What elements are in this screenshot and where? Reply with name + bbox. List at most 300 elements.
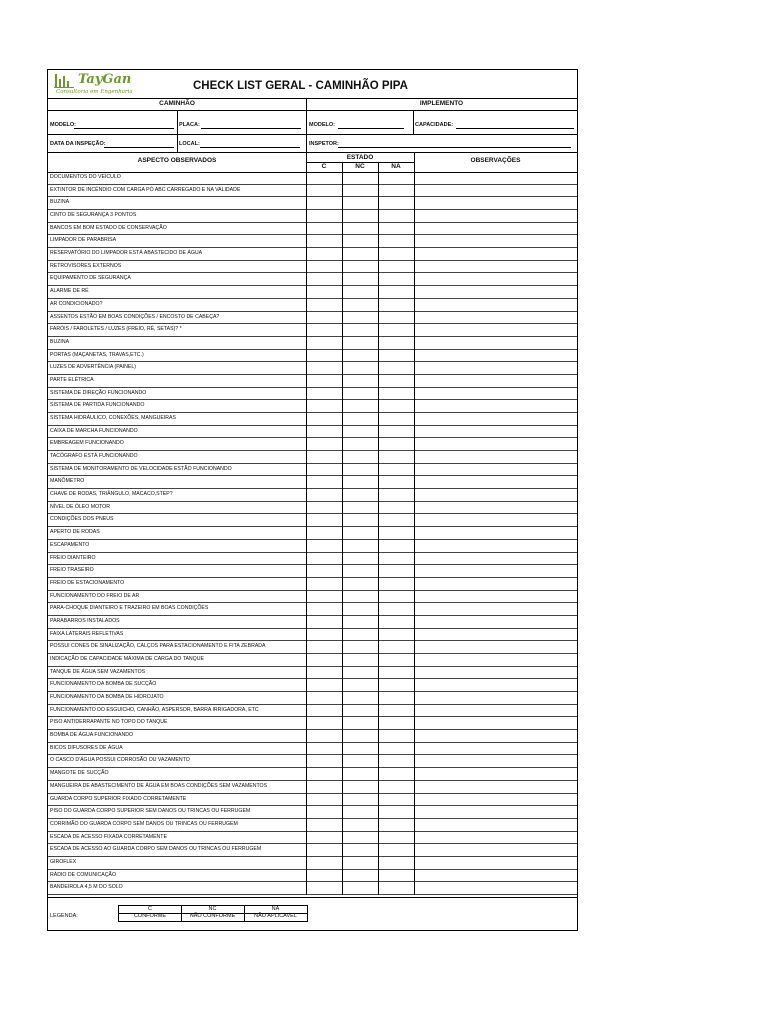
checklist-cell-na[interactable]	[378, 882, 414, 895]
checklist-cell-c[interactable]	[306, 324, 342, 337]
checklist-cell-nc[interactable]	[342, 388, 378, 401]
checklist-cell-na[interactable]	[378, 514, 414, 527]
checklist-cell-nc[interactable]	[342, 692, 378, 705]
checklist-cell-c[interactable]	[306, 273, 342, 286]
checklist-cell-obs[interactable]	[414, 400, 577, 413]
checklist-cell-c[interactable]	[306, 350, 342, 363]
checklist-cell-nc[interactable]	[342, 261, 378, 274]
checklist-cell-c[interactable]	[306, 857, 342, 870]
checklist-item: BICOS DIFUSORES DE ÁGUA	[48, 743, 414, 756]
checklist-cell-na[interactable]	[378, 832, 414, 845]
checklist-cell-nc[interactable]	[342, 667, 378, 680]
aspecto-header: ASPECTO OBSERVADOS	[137, 157, 217, 164]
checklist-cell-nc[interactable]	[342, 768, 378, 781]
checklist-cell-na[interactable]	[378, 768, 414, 781]
checklist-cell-c[interactable]	[306, 476, 342, 489]
checklist-cell-nc[interactable]	[342, 350, 378, 363]
checklist-item: EXTINTOR DE INCÊNDIO COM CARGA PÓ ABC CARREGADO E NA VALIDADE	[48, 185, 414, 198]
checklist-cell-obs[interactable]	[414, 870, 577, 883]
checklist-cell-c[interactable]	[306, 299, 342, 312]
divider	[177, 110, 178, 152]
checklist-cell-c[interactable]	[306, 692, 342, 705]
checklist-cell-obs[interactable]	[414, 794, 577, 807]
checklist-cell-na[interactable]	[378, 413, 414, 426]
checklist-item: MANGOTE DE SUCÇÃO	[48, 768, 414, 781]
checklist-cell-c[interactable]	[306, 540, 342, 553]
checklist-cell-obs[interactable]	[414, 438, 577, 451]
checklist-cell-c[interactable]	[306, 464, 342, 477]
checklist-cell-na[interactable]	[378, 273, 414, 286]
checklist-cell-obs[interactable]	[414, 591, 577, 604]
checklist-item: FARÓIS / FAROLETES / LUZES (FREIO, RÉ, SETAS)? *	[48, 324, 414, 337]
checklist-cell-na[interactable]	[378, 375, 414, 388]
checklist-cell-nc[interactable]	[342, 578, 378, 591]
checklist-cell-nc[interactable]	[342, 794, 378, 807]
checklist-cell-c[interactable]	[306, 197, 342, 210]
checklist-cell-c[interactable]	[306, 882, 342, 895]
section-caminhao: CAMINHÃO	[159, 100, 195, 107]
checklist-cell-na[interactable]	[378, 857, 414, 870]
checklist-cell-nc[interactable]	[342, 248, 378, 261]
checklist-cell-na[interactable]	[378, 553, 414, 566]
c-header: C	[321, 163, 327, 170]
checklist-cell-obs[interactable]	[414, 337, 577, 350]
checklist-cell-na[interactable]	[378, 781, 414, 794]
checklist-cell-c[interactable]	[306, 426, 342, 439]
checklist-cell-nc[interactable]	[342, 743, 378, 756]
checklist-item: LUZES DE ADVERTÊNCIA (PAINEL)	[48, 362, 414, 375]
checklist-cell-nc[interactable]	[342, 172, 378, 185]
checklist-cell-c[interactable]	[306, 654, 342, 667]
checklist-cell-nc[interactable]	[342, 337, 378, 350]
checklist-item: CONDIÇÕES DOS PNEUS	[48, 514, 414, 527]
checklist-cell-obs[interactable]	[414, 844, 577, 857]
checklist-cell-na[interactable]	[378, 312, 414, 325]
checklist-cell-nc[interactable]	[342, 882, 378, 895]
modelo-implemento-field[interactable]	[338, 128, 404, 129]
checklist-cell-obs[interactable]	[414, 806, 577, 819]
company-logo	[52, 72, 172, 100]
checklist-cell-obs[interactable]	[414, 413, 577, 426]
checklist-cell-na[interactable]	[378, 350, 414, 363]
checklist-cell-nc[interactable]	[342, 553, 378, 566]
checklist-cell-nc[interactable]	[342, 844, 378, 857]
legend-code-na: NA	[271, 906, 280, 912]
checklist-cell-c[interactable]	[306, 312, 342, 325]
checklist-cell-nc[interactable]	[342, 375, 378, 388]
checklist-cell-c[interactable]	[306, 362, 342, 375]
checklist-cell-na[interactable]	[378, 654, 414, 667]
checklist-item: FUNCIONAMENTO DA BOMBA DE HIDROJATO	[48, 692, 414, 705]
checklist-cell-c[interactable]	[306, 578, 342, 591]
checklist-cell-obs[interactable]	[414, 781, 577, 794]
checklist-cell-c[interactable]	[306, 667, 342, 680]
checklist-cell-nc[interactable]	[342, 502, 378, 515]
checklist-cell-na[interactable]	[378, 438, 414, 451]
checklist-cell-nc[interactable]	[342, 679, 378, 692]
checklist-item: BUZINA	[48, 337, 414, 350]
checklist-cell-obs[interactable]	[414, 616, 577, 629]
checklist-cell-na[interactable]	[378, 502, 414, 515]
checklist-cell-nc[interactable]	[342, 591, 378, 604]
checklist-cell-obs[interactable]	[414, 489, 577, 502]
checklist-cell-na[interactable]	[378, 616, 414, 629]
checklist-cell-obs[interactable]	[414, 527, 577, 540]
checklist-cell-obs[interactable]	[414, 692, 577, 705]
checklist-cell-na[interactable]	[378, 870, 414, 883]
checklist-cell-c[interactable]	[306, 591, 342, 604]
checklist-cell-na[interactable]	[378, 591, 414, 604]
checklist-cell-nc[interactable]	[342, 210, 378, 223]
checklist-cell-na[interactable]	[378, 730, 414, 743]
estado-header: ESTADO	[346, 154, 374, 161]
checklist-item: BANCOS EM BOM ESTADO DE CONSERVAÇÃO	[48, 223, 414, 236]
checklist-cell-nc[interactable]	[342, 312, 378, 325]
checklist-cell-na[interactable]	[378, 489, 414, 502]
placa-field[interactable]	[201, 128, 301, 129]
checklist-item: MANÔMETRO	[48, 476, 414, 489]
divider	[48, 152, 577, 153]
checklist-cell-na[interactable]	[378, 197, 414, 210]
checklist-cell-obs[interactable]	[414, 629, 577, 642]
checklist-cell-nc[interactable]	[342, 426, 378, 439]
checklist-cell-na[interactable]	[378, 819, 414, 832]
checklist-item: FUNCIONAMENTO DO FREIO DE AR	[48, 591, 414, 604]
checklist-cell-na[interactable]	[378, 185, 414, 198]
checklist-cell-obs[interactable]	[414, 312, 577, 325]
checklist-cell-nc[interactable]	[342, 717, 378, 730]
checklist-item: PARABARROS INSTALADOS	[48, 616, 414, 629]
checklist-item: BOMBA DE ÁGUA FUNCIONANDO	[48, 730, 414, 743]
checklist-cell-c[interactable]	[306, 870, 342, 883]
checklist-cell-na[interactable]	[378, 172, 414, 185]
checklist-item: ALARME DE RÉ	[48, 286, 414, 299]
checklist-cell-c[interactable]	[306, 730, 342, 743]
checklist-cell-na[interactable]	[378, 755, 414, 768]
checklist-cell-c[interactable]	[306, 806, 342, 819]
checklist-cell-c[interactable]	[306, 743, 342, 756]
checklist-item: FUNCIONAMENTO DO ESGUICHO, CANHÃO, ASPERSOR, BARRA IRRIGADORA, ETC	[48, 705, 414, 718]
checklist-cell-na[interactable]	[378, 565, 414, 578]
checklist-cell-na[interactable]	[378, 261, 414, 274]
checklist-cell-c[interactable]	[306, 794, 342, 807]
checklist-cell-obs[interactable]	[414, 235, 577, 248]
checklist-cell-na[interactable]	[378, 286, 414, 299]
checklist-cell-nc[interactable]	[342, 400, 378, 413]
checklist-cell-obs[interactable]	[414, 819, 577, 832]
checklist-cell-nc[interactable]	[342, 286, 378, 299]
checklist-cell-c[interactable]	[306, 616, 342, 629]
legend-meaning-nc: NÃO CONFORME	[189, 913, 236, 919]
observacoes-header: OBSERVAÇÕES	[470, 157, 521, 164]
checklist-cell-nc[interactable]	[342, 464, 378, 477]
checklist-cell-nc[interactable]	[342, 565, 378, 578]
checklist-cell-c[interactable]	[306, 248, 342, 261]
checklist-cell-na[interactable]	[378, 692, 414, 705]
checklist-cell-na[interactable]	[378, 400, 414, 413]
checklist-item: PORTAS (MAÇANETAS, TRAVAS,ETC.)	[48, 350, 414, 363]
checklist-cell-nc[interactable]	[342, 197, 378, 210]
checklist-cell-c[interactable]	[306, 185, 342, 198]
checklist-cell-nc[interactable]	[342, 603, 378, 616]
checklist-cell-nc[interactable]	[342, 781, 378, 794]
checklist-item: APERTO DE RODAS	[48, 527, 414, 540]
checklist-cell-obs[interactable]	[414, 603, 577, 616]
checklist-rows	[48, 172, 577, 895]
checklist-cell-c[interactable]	[306, 641, 342, 654]
checklist-cell-obs[interactable]	[414, 426, 577, 439]
checklist-cell-c[interactable]	[306, 717, 342, 730]
checklist-cell-na[interactable]	[378, 210, 414, 223]
checklist-cell-nc[interactable]	[342, 235, 378, 248]
checklist-cell-nc[interactable]	[342, 857, 378, 870]
divider	[378, 162, 379, 895]
checklist-cell-obs[interactable]	[414, 717, 577, 730]
checklist-cell-c[interactable]	[306, 819, 342, 832]
checklist-item: NÍVEL DE ÓLEO MOTOR	[48, 502, 414, 515]
checklist-cell-nc[interactable]	[342, 755, 378, 768]
checklist-cell-nc[interactable]	[342, 273, 378, 286]
divider	[48, 897, 577, 898]
checklist-cell-na[interactable]	[378, 248, 414, 261]
checklist-cell-na[interactable]	[378, 603, 414, 616]
checklist-cell-obs[interactable]	[414, 261, 577, 274]
checklist-cell-nc[interactable]	[342, 299, 378, 312]
page-title: CHECK LIST GERAL - CAMINHÃO PIPA	[193, 80, 408, 92]
checklist-cell-obs[interactable]	[414, 273, 577, 286]
checklist-item: EQUIPAMENTO DE SEGURANÇA	[48, 273, 414, 286]
checklist-cell-na[interactable]	[378, 806, 414, 819]
checklist-cell-na[interactable]	[378, 629, 414, 642]
checklist-cell-nc[interactable]	[342, 489, 378, 502]
checklist-cell-c[interactable]	[306, 514, 342, 527]
checklist-cell-nc[interactable]	[342, 870, 378, 883]
checklist-cell-na[interactable]	[378, 844, 414, 857]
checklist-item: FUNCIONAMENTO DA BOMBA DE SUCÇÃO	[48, 679, 414, 692]
checklist-item: FREIO DIANTEIRO	[48, 553, 414, 566]
checklist-cell-obs[interactable]	[414, 299, 577, 312]
checklist-cell-nc[interactable]	[342, 705, 378, 718]
checklist-cell-obs[interactable]	[414, 350, 577, 363]
checklist-cell-nc[interactable]	[342, 362, 378, 375]
checklist-cell-nc[interactable]	[342, 819, 378, 832]
checklist-item: TACÓGRAFO ESTÁ FUNCIONANDO	[48, 451, 414, 464]
checklist-cell-na[interactable]	[378, 324, 414, 337]
checklist-cell-obs[interactable]	[414, 540, 577, 553]
checklist-cell-obs[interactable]	[414, 743, 577, 756]
checklist-cell-obs[interactable]	[414, 654, 577, 667]
checklist-cell-c[interactable]	[306, 223, 342, 236]
checklist-item: CORRIMÃO DO GUARDA CORPO SEM DANOS OU TRINCAS OU FERRUGEM	[48, 819, 414, 832]
checklist-cell-obs[interactable]	[414, 578, 577, 591]
checklist-cell-c[interactable]	[306, 502, 342, 515]
checklist-cell-c[interactable]	[306, 832, 342, 845]
placa-label: PLACA:	[179, 122, 200, 128]
checklist-item: O CASCO D'ÁGUA POSSUI CORROSÃO OU VAZAMENTO	[48, 755, 414, 768]
checklist-cell-c[interactable]	[306, 337, 342, 350]
checklist-cell-obs[interactable]	[414, 641, 577, 654]
checklist-cell-c[interactable]	[306, 261, 342, 274]
data-inspecao-label: DATA DA INSPEÇÃO:	[50, 141, 106, 147]
checklist-cell-c[interactable]	[306, 603, 342, 616]
checklist-cell-obs[interactable]	[414, 362, 577, 375]
checklist-cell-c[interactable]	[306, 705, 342, 718]
checklist-cell-nc[interactable]	[342, 629, 378, 642]
checklist-sheet	[47, 69, 578, 931]
checklist-cell-obs[interactable]	[414, 857, 577, 870]
checklist-cell-obs[interactable]	[414, 705, 577, 718]
checklist-cell-na[interactable]	[378, 679, 414, 692]
checklist-cell-na[interactable]	[378, 743, 414, 756]
local-field[interactable]	[200, 147, 300, 148]
checklist-cell-obs[interactable]	[414, 730, 577, 743]
checklist-cell-c[interactable]	[306, 172, 342, 185]
checklist-cell-obs[interactable]	[414, 553, 577, 566]
checklist-item: CHAVE DE RODAS, TRIÂNGULO, MACACO,STEP?	[48, 489, 414, 502]
checklist-cell-obs[interactable]	[414, 210, 577, 223]
checklist-cell-obs[interactable]	[414, 667, 577, 680]
checklist-cell-c[interactable]	[306, 375, 342, 388]
checklist-cell-obs[interactable]	[414, 451, 577, 464]
checklist-cell-na[interactable]	[378, 540, 414, 553]
checklist-cell-nc[interactable]	[342, 451, 378, 464]
checklist-cell-c[interactable]	[306, 755, 342, 768]
checklist-cell-na[interactable]	[378, 235, 414, 248]
checklist-cell-c[interactable]	[306, 527, 342, 540]
checklist-cell-c[interactable]	[306, 286, 342, 299]
checklist-item: FREIO DE ESTACIONAMENTO	[48, 578, 414, 591]
checklist-cell-obs[interactable]	[414, 375, 577, 388]
capacidade-field[interactable]	[456, 128, 574, 129]
checklist-cell-nc[interactable]	[342, 413, 378, 426]
inspetor-field[interactable]	[338, 147, 571, 148]
checklist-cell-c[interactable]	[306, 210, 342, 223]
legend-meaning-c: CONFORME	[133, 913, 167, 919]
checklist-cell-c[interactable]	[306, 679, 342, 692]
checklist-cell-obs[interactable]	[414, 882, 577, 895]
checklist-cell-na[interactable]	[378, 527, 414, 540]
modelo-field[interactable]	[74, 128, 174, 129]
checklist-cell-na[interactable]	[378, 299, 414, 312]
checklist-cell-c[interactable]	[306, 388, 342, 401]
checklist-cell-obs[interactable]	[414, 755, 577, 768]
checklist-cell-obs[interactable]	[414, 388, 577, 401]
checklist-cell-obs[interactable]	[414, 185, 577, 198]
modelo-label: MODELO:	[50, 122, 76, 128]
checklist-cell-na[interactable]	[378, 705, 414, 718]
logo-name: TayGan	[78, 72, 132, 87]
checklist-cell-na[interactable]	[378, 667, 414, 680]
checklist-cell-na[interactable]	[378, 578, 414, 591]
checklist-item: ESCAPAMENTO	[48, 540, 414, 553]
checklist-item: PISO DO GUARDA CORPO SUPERIOR SEM DANOS OU TRINCAS OU FERRUGEM	[48, 806, 414, 819]
checklist-cell-c[interactable]	[306, 781, 342, 794]
checklist-cell-c[interactable]	[306, 553, 342, 566]
checklist-cell-na[interactable]	[378, 641, 414, 654]
checklist-cell-c[interactable]	[306, 400, 342, 413]
legend-code-c: C	[148, 906, 152, 912]
section-implemento: IMPLEMENTO	[419, 100, 464, 107]
checklist-cell-obs[interactable]	[414, 476, 577, 489]
legend-meaning-na: NÃO APLICAVEL	[254, 913, 297, 919]
checklist-cell-obs[interactable]	[414, 768, 577, 781]
checklist-cell-c[interactable]	[306, 438, 342, 451]
divider	[414, 152, 415, 895]
checklist-item: SISTEMA HIDRÁULICO, CONEXÕES, MANGUEIRAS	[48, 413, 414, 426]
checklist-cell-obs[interactable]	[414, 248, 577, 261]
checklist-cell-na[interactable]	[378, 426, 414, 439]
checklist-item: TANQUE DE ÁGUA SEM VAZAMENTOS	[48, 667, 414, 680]
checklist-cell-nc[interactable]	[342, 476, 378, 489]
checklist-cell-na[interactable]	[378, 388, 414, 401]
checklist-cell-obs[interactable]	[414, 565, 577, 578]
checklist-cell-obs[interactable]	[414, 679, 577, 692]
checklist-cell-na[interactable]	[378, 223, 414, 236]
checklist-cell-nc[interactable]	[342, 806, 378, 819]
checklist-cell-na[interactable]	[378, 464, 414, 477]
checklist-item: CINTO DE SEGURANÇA 3 PONTOS	[48, 210, 414, 223]
checklist-cell-obs[interactable]	[414, 286, 577, 299]
checklist-cell-nc[interactable]	[342, 324, 378, 337]
checklist-cell-c[interactable]	[306, 489, 342, 502]
checklist-cell-c[interactable]	[306, 413, 342, 426]
checklist-item: FREIO TRASEIRO	[48, 565, 414, 578]
checklist-cell-na[interactable]	[378, 794, 414, 807]
checklist-cell-c[interactable]	[306, 768, 342, 781]
checklist-cell-na[interactable]	[378, 337, 414, 350]
checklist-cell-obs[interactable]	[414, 464, 577, 477]
checklist-cell-c[interactable]	[306, 235, 342, 248]
checklist-cell-nc[interactable]	[342, 527, 378, 540]
checklist-cell-nc[interactable]	[342, 514, 378, 527]
checklist-cell-nc[interactable]	[342, 223, 378, 236]
checklist-item: PARA-CHOQUE DIANTEIRO E TRAZEIRO EM BOAS CONDIÇÕES	[48, 603, 414, 616]
checklist-cell-nc[interactable]	[342, 641, 378, 654]
checklist-cell-na[interactable]	[378, 362, 414, 375]
checklist-item: INDICAÇÃO DE CAPACIDADE MÁXIMA DE CARGA DO TANQUE	[48, 654, 414, 667]
checklist-cell-c[interactable]	[306, 565, 342, 578]
checklist-cell-nc[interactable]	[342, 616, 378, 629]
checklist-cell-c[interactable]	[306, 844, 342, 857]
data-inspecao-field[interactable]	[104, 147, 174, 148]
checklist-item: POSSUI CONES DE SINALIZAÇÃO, CALÇOS PARA ESTACIONAMENTO E FITA ZEBRADA	[48, 641, 414, 654]
checklist-cell-na[interactable]	[378, 451, 414, 464]
bar-chart-logo-icon	[54, 72, 76, 88]
checklist-cell-na[interactable]	[378, 717, 414, 730]
checklist-cell-obs[interactable]	[414, 172, 577, 185]
checklist-cell-nc[interactable]	[342, 832, 378, 845]
checklist-cell-c[interactable]	[306, 451, 342, 464]
checklist-cell-nc[interactable]	[342, 540, 378, 553]
nc-header: NC	[355, 163, 365, 170]
checklist-cell-nc[interactable]	[342, 654, 378, 667]
legend-code-nc: NC	[208, 906, 217, 912]
checklist-cell-obs[interactable]	[414, 324, 577, 337]
checklist-cell-nc[interactable]	[342, 438, 378, 451]
checklist-cell-obs[interactable]	[414, 514, 577, 527]
checklist-cell-nc[interactable]	[342, 185, 378, 198]
checklist-item: DOCUMENTOS DO VEÍCULO	[48, 172, 414, 185]
checklist-item: RÁDIO DE COMUNICAÇÃO	[48, 870, 414, 883]
checklist-cell-nc[interactable]	[342, 730, 378, 743]
checklist-item: ESCADA DE ACESSO FIXADA CORRETAMENTE	[48, 832, 414, 845]
checklist-cell-obs[interactable]	[414, 197, 577, 210]
checklist-cell-obs[interactable]	[414, 832, 577, 845]
checklist-cell-c[interactable]	[306, 629, 342, 642]
checklist-cell-na[interactable]	[378, 476, 414, 489]
checklist-cell-obs[interactable]	[414, 223, 577, 236]
checklist-cell-obs[interactable]	[414, 502, 577, 515]
